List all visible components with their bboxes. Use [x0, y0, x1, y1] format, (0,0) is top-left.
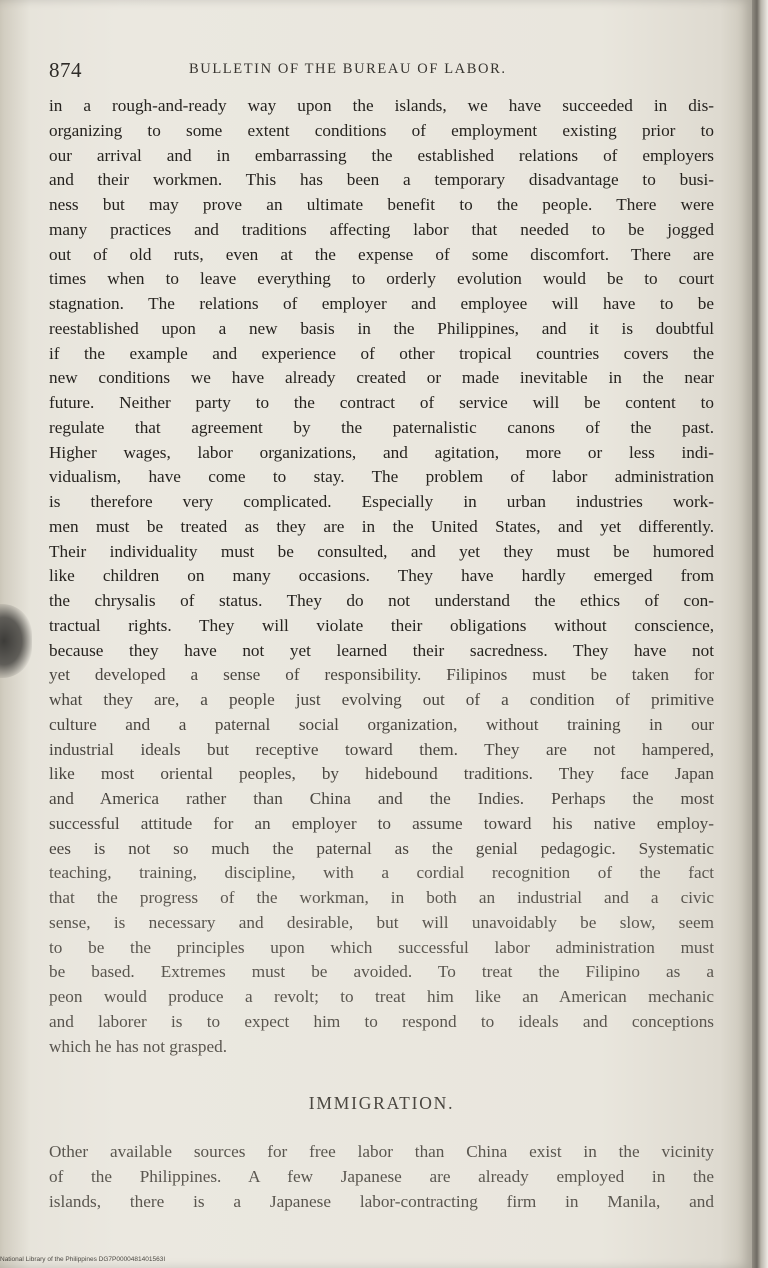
text-line: like most oriental peoples, by hidebound traditions. They face Japan: [49, 764, 714, 784]
text-line: our arrival and in embarrassing the established relations of employers: [49, 145, 714, 165]
text-line: the chrysalis of status. They do not understand the ethics of con-: [49, 591, 714, 610]
text-line: successful attitude for an employer to assume toward his native employ-: [49, 813, 714, 833]
text-line: that the progress of the workman, in both an industrial and a civic: [49, 888, 714, 907]
text-line: vidualism, have come to stay. The problem of labor administration: [49, 467, 714, 487]
text-line: reestablished upon a new basis in the Philippines, and it is doubtful: [49, 318, 714, 338]
text-line: teaching, training, discipline, with a cordial recognition of the fact: [49, 863, 714, 883]
text-line: like children on many occasions. They have hardly emerged from: [49, 566, 714, 586]
text-line: men must be treated as they are in the United States, and yet differently.: [49, 516, 714, 536]
text-line: tractual rights. They will violate their obligations without conscience,: [49, 615, 714, 635]
text-line: in a rough-and-ready way upon the islands, we have succeeded in dis-: [49, 96, 714, 115]
text-line: ness but may prove an ultimate benefit to the people. There were: [49, 195, 714, 214]
text-line: out of old ruts, even at the expense of some discomfort. There are: [49, 244, 714, 264]
text-line: which he has not grasped.: [49, 1036, 228, 1056]
text-line: regulate that agreement by the paternalistic canons of the past.: [49, 417, 714, 437]
page-number: 874: [49, 58, 82, 82]
text-line: stagnation. The relations of employer and employee will have to be: [49, 294, 714, 313]
text-line: Higher wages, labor organizations, and agitation, more or less indi-: [49, 442, 714, 462]
paragraph-2: [49, 1140, 714, 1214]
text-line: because they have not yet learned their sacredness. They have not: [49, 640, 714, 660]
text-line: if the example and experience of other tropical countries covers the: [49, 343, 714, 363]
text-line: and America rather than China and the Indies. Perhaps the most: [49, 789, 714, 808]
text-line: of the Philippines. A few Japanese are already employed in the: [49, 1166, 714, 1186]
paragraph-1: [49, 94, 714, 1059]
text-line: islands, there is a Japanese labor-contracting firm in Manila, and: [49, 1191, 714, 1211]
text-line: and laborer is to expect him to respond to ideals and conceptions: [49, 1011, 714, 1031]
text-line: future. Neither party to the contract of service will be content to: [49, 393, 714, 412]
text-line: new conditions we have already created or made inevitable in the near: [49, 368, 714, 388]
page-edge: [752, 0, 768, 1268]
running-head: BULLETIN OF THE BUREAU OF LABOR.: [189, 61, 507, 77]
binding-clip-shadow: [0, 604, 32, 678]
text-line: Their individuality must be consulted, and yet they must be humored: [49, 541, 714, 561]
text-line: and their workmen. This has been a temporary disadvantage to busi-: [49, 170, 714, 190]
text-line: be based. Extremes must be avoided. To treat the Filipino as a: [49, 962, 714, 982]
text-line: to be the principles upon which successful labor administration must: [49, 937, 714, 957]
section-heading: IMMIGRATION.: [308, 1093, 455, 1113]
text-line: is therefore very complicated. Especially in urban industries work-: [49, 492, 714, 511]
text-line: many practices and traditions affecting labor that needed to be jogged: [49, 219, 714, 239]
text-line: peon would produce a revolt; to treat him like an American mechanic: [49, 987, 714, 1006]
page-header: [49, 56, 714, 86]
text-line: culture and a paternal social organization, without training in our: [49, 714, 714, 734]
text-line: organizing to some extent conditions of employment existing prior to: [49, 120, 714, 140]
text-line: industrial ideals but receptive toward them. They are not hampered,: [49, 739, 714, 759]
text-line: times when to leave everything to orderly evolution would be to court: [49, 269, 714, 289]
text-line: sense, is necessary and desirable, but will unavoidably be slow, seem: [49, 912, 714, 932]
text-line: yet developed a sense of responsibility. Filipinos must be taken for: [49, 665, 714, 685]
text-line: Other available sources for free labor than China exist in the vicinity: [49, 1142, 714, 1161]
text-line: what they are, a people just evolving out of a condition of primitive: [49, 690, 714, 709]
scan-footer-note: National Library of the Philippines DG7P0000481401563I: [0, 1256, 166, 1263]
text-line: ees is not so much the paternal as the genial pedagogic. Systematic: [49, 838, 714, 858]
